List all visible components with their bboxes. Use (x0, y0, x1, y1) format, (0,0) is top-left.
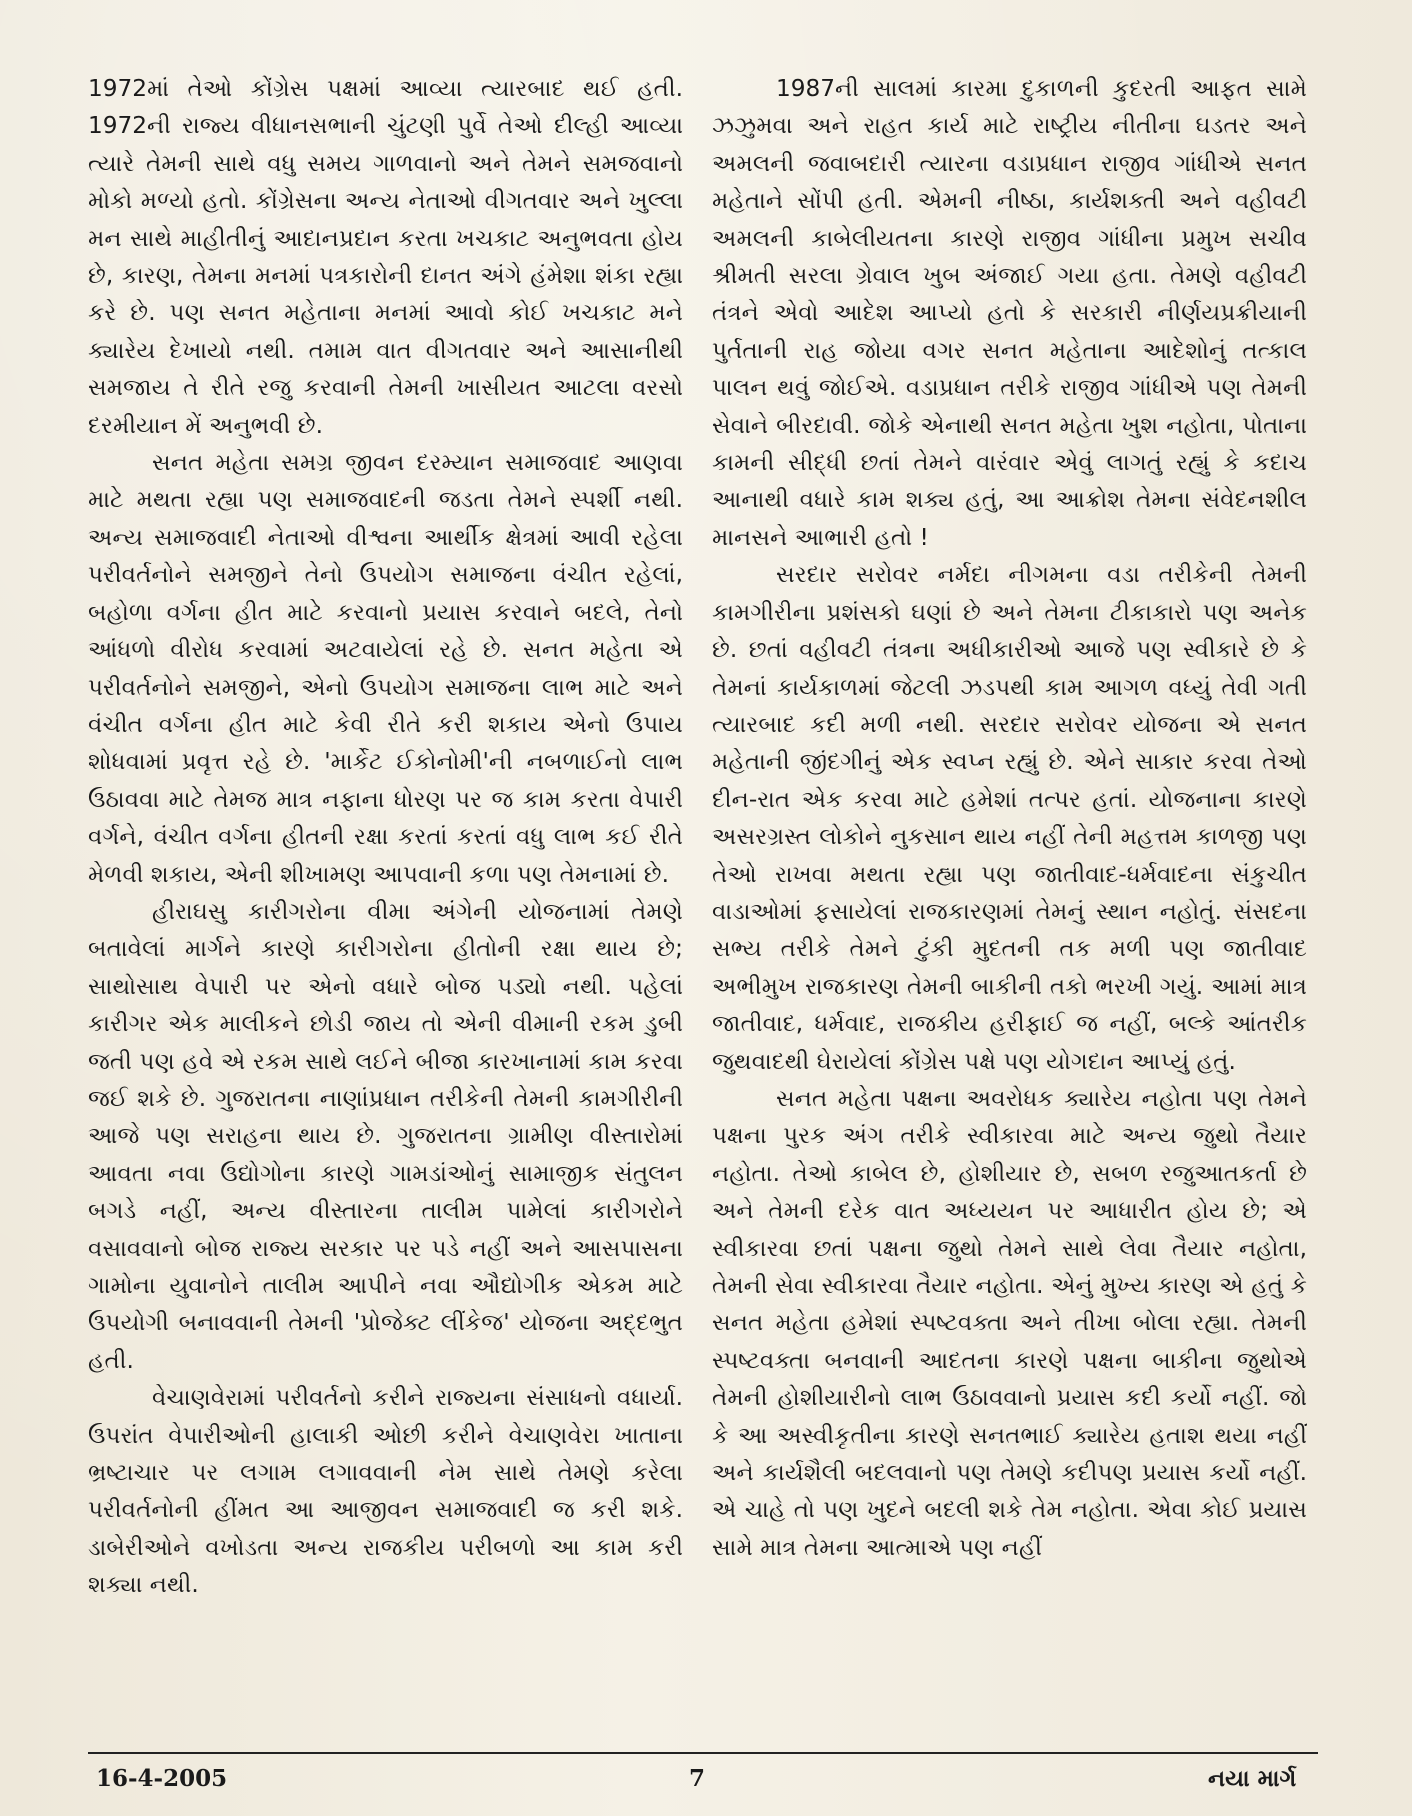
paragraph-right-3: સનત મહેતા પક્ષના અવરોધક ક્યારેય નહોતા પણ તેમને પક્ષના પુરક અંગ તરીકે સ્વીકારવા માટે અન્ય જુથો તૈયાર નહોતા. તેઓ કાબેલ છે, હોશીયાર છે, સબળ રજુઆતકર્તા છે અને તેમની દરેક વાત અધ્યયન પર આધારીત હોય છે; એ સ્વીકારવા છતાં પક્ષના જુથો તેમને સાથે લેવા તૈયાર નહોતા, તેમની સેવા સ્વીકારવા તૈયાર નહોતા. એનું મુખ્ય કારણ એ હતું કે સનત મહેતા હમેશાં સ્પષ્ટવક્તા અને તીખા બોલા રહ્યા. તેમની સ્પષ્ટવક્તા બનવાની આદતના કારણે પક્ષના બાકીના જુથોએ તેમની હોશીયારીનો લાભ ઉઠાવવાનો પ્રયાસ કદી કર્યો નહીં. જો કે આ અસ્વીકૃતીના કારણે સનતભાઈ ક્યારેય હતાશ થયા નહીં અને કાર્યશૈલી બદલવાનો પણ તેમણે કદીપણ પ્રયાસ કર્યો નહીં. એ ચાહે તો પણ ખુદને બદલી શકે તેમ નહોતા. એવા કોઈ પ્રયાસ સામે માત્ર તેમના આત્માએ પણ નહીં (712, 1084, 1307, 1561)
magazine-name: નયા માર્ગ (1208, 1765, 1297, 1792)
paragraph-right-1: 1987ની સાલમાં કારમા દુકાળની કુદરતી આફત સામે ઝઝુમવા અને રાહત કાર્ય માટે રાષ્ટ્રીય નીતીના ઘડતર અને અમલની જવાબદારી ત્યારના વડાપ્રધાન રાજીવ ગાંધીએ સનત મહેતાને સોંપી હતી. એમની નીષ્ઠા, કાર્યશક્તી અને વહીવટી અમલની કાબેલીયતના કારણે રાજીવ ગાંધીના પ્રમુખ સચીવ શ્રીમતી સરલા ગ્રેવાલ ખુબ અંજાઈ ગયા હતા. તેમણે વહીવટી તંત્રને એવો આદેશ આપ્યો હતો કે સરકારી નીર્ણયપ્રક્રીયાની પુર્તતાની રાહ જોયા વગર સનત મહેતાના આદેશોનું તત્કાલ પાલન થવું જોઈએ. વડાપ્રધાન તરીકે રાજીવ ગાંધીએ પણ તેમની સેવાને બીરદાવી. જોકે એનાથી સનત મહેતા ખુશ નહોતા, પોતાના કામની સીદ્ધી છતાં તેમને વારંવાર એવું લાગતું રહ્યું કે કદાચ આનાથી વધારે કામ શક્ય હતું, આ આક્રોશ તેમના સંવેદનશીલ માનસને આભારી હતો ! (712, 75, 1307, 551)
paragraph-left-3: હીરાઘસુ કારીગરોના વીમા અંગેની યોજનામાં તેમણે બતાવેલાં માર્ગને કારણે કારીગરોના હીતોની રક્ષા થાય છે; સાથોસાથ વેપારી પર એનો વધારે બોજ પડ્યો નથી. પહેલાં કારીગર એક માલીકને છોડી જાય તો એની વીમાની રકમ ડુબી જતી પણ હવે એ રકમ સાથે લઈને બીજા કારખાનામાં કામ કરવા જઈ શકે છે. ગુજરાતના નાણાંપ્રધાન તરીકેની તેમની કામગીરીની આજે પણ સરાહના થાય છે. ગુજરાતના ગ્રામીણ વીસ્તારોમાં આવતા નવા ઉદ્યોગોના કારણે ગામડાંઓનું સામાજીક સંતુલન બગડે નહીં, અન્ય વીસ્તારના તાલીમ પામેલાં કારીગરોને વસાવવાનો બોજ રાજ્ય સરકાર પર પડે નહીં અને આસપાસના ગામોના યુવાનોને તાલીમ આપીને નવા ઔદ્યોગીક એકમ માટે ઉપયોગી બનાવવાની તેમની 'પ્રોજેક્ટ લીંકેજ' યોજના અદ્દભુત હતી. (88, 897, 683, 1374)
footer-divider (88, 1752, 1318, 1754)
page-number: 7 (689, 1765, 706, 1792)
paragraph-left-1: 1972માં તેઓ કોંગ્રેસ પક્ષમાં આવ્યા ત્યારબાદ થઈ હતી. 1972ની રાજ્ય વીધાનસભાની ચુંટણી પુર્વે તેઓ દીલ્હી આવ્યા ત્યારે તેમની સાથે વધુ સમય ગાળવાનો અને તેમને સમજવાનો મોકો મળ્યો હતો. કોંગ્રેસના અન્ય નેતાઓ વીગતવાર અને ખુલ્લા મન સાથે માહીતીનું આદાનપ્રદાન કરતા ખચકાટ અનુભવતા હોય છે, કારણ, તેમના મનમાં પત્રકારોની દાનત અંગે હંમેશા શંકા રહ્યા કરે છે. પણ સનત મહેતાના મનમાં આવો કોઈ ખચકાટ મને ક્યારેય દેખાયો નથી. તમામ વાત વીગતવાર અને આસાનીથી સમજાય તે રીતે રજુ કરવાની તેમની ખાસીયત આટલા વરસો દરમીયાન મેં અનુભવી છે. (88, 75, 683, 439)
paragraph-right-2: સરદાર સરોવર નર્મદા નીગમના વડા તરીકેની તેમની કામગીરીના પ્રશંસકો ઘણાં છે અને તેમના ટીકાકારો પણ અનેક છે. છતાં વહીવટી તંત્રના અધીકારીઓ આજે પણ સ્વીકારે છે કે તેમનાં કાર્યકાળમાં જેટલી ઝડપથી કામ આગળ વધ્યું તેવી ગતી ત્યારબાદ કદી મળી નથી. સરદાર સરોવર યોજના એ સનત મહેતાની જીંદગીનું એક સ્વપ્ન રહ્યું છે. એને સાકાર કરવા તેઓ દીન-રાત એક કરવા માટે હમેશાં તત્પર હતાં. યોજનાના કારણે અસરગ્રસ્ત લોકોને નુકસાન થાય નહીં તેની મહત્તમ કાળજી પણ તેઓ રાખવા મથતા રહ્યા પણ જાતીવાદ-ધર્મવાદના સંકુચીત વાડાઓમાં ફસાયેલાં રાજકારણમાં તેમનું સ્થાન નહોતું. સંસદના સભ્ય તરીકે તેમને ટુંકી મુદતની તક મળી પણ જાતીવાદ અભીમુખ રાજકારણ તેમની બાકીની તકો ભરખી ગયું. આમાં માત્ર જાતીવાદ, ધર્મવાદ, રાજકીય હરીફાઈ જ નહીં, બલ્કે આંતરીક જુથવાદથી ઘેરાયેલાં કોંગ્રેસ પક્ષે પણ યોગદાન આપ્યું હતું. (712, 561, 1307, 1075)
paragraph-left-4: વેચાણવેરામાં પરીવર્તનો કરીને રાજ્યના સંસાધનો વધાર્યા. ઉપરાંત વેપારીઓની હાલાકી ઓછી કરીને વેચાણવેરા ખાતાના ભ્રષ્ટાચાર પર લગામ લગાવવાની નેમ સાથે તેમણે કરેલા પરીવર્તનોની હીંમત આ આજીવન સમાજવાદી જ કરી શકે. ડાબેરીઓને વખોડતા અન્ય રાજકીય પરીબળો આ કામ કરી શક્યા નથી. (88, 1384, 683, 1599)
left-column (88, 70, 683, 1604)
footer-date: 16-4-2005 (96, 1765, 228, 1792)
paragraph-left-2: સનત મહેતા સમગ્ર જીવન દરમ્યાન સમાજવાદ આણવા માટે મથતા રહ્યા પણ સમાજવાદની જડતા તેમને સ્પર્શી નથી. અન્ય સમાજવાદી નેતાઓ વીશ્વના આર્થીક ક્ષેત્રમાં આવી રહેલા પરીવર્તનોને સમજીને તેનો ઉપયોગ સમાજના વંચીત રહેલાં, બહોળા વર્ગના હીત માટે કરવાનો પ્રયાસ કરવાને બદલે, તેનો આંધળો વીરોધ કરવામાં અટવાયેલાં રહે છે. સનત મહેતા એ પરીવર્તનોને સમજીને, એનો ઉપયોગ સમાજના લાભ માટે અને વંચીત વર્ગના હીત માટે કેવી રીતે કરી શકાય એનો ઉપાય શોધવામાં પ્રવૃત્ત રહે છે. 'માર્કેટ ઈકોનોમી'ની નબળાઈનો લાભ ઉઠાવવા માટે તેમજ માત્ર નફાના ધોરણ પર જ કામ કરતા વેપારી વર્ગને, વંચીત વર્ગના હીતની રક્ષા કરતાં કરતાં વધુ લાભ કઈ રીતે મેળવી શકાય, એની શીખામણ આપવાની કળા પણ તેમનામાં છે. (88, 449, 683, 888)
right-column (712, 70, 1307, 1566)
